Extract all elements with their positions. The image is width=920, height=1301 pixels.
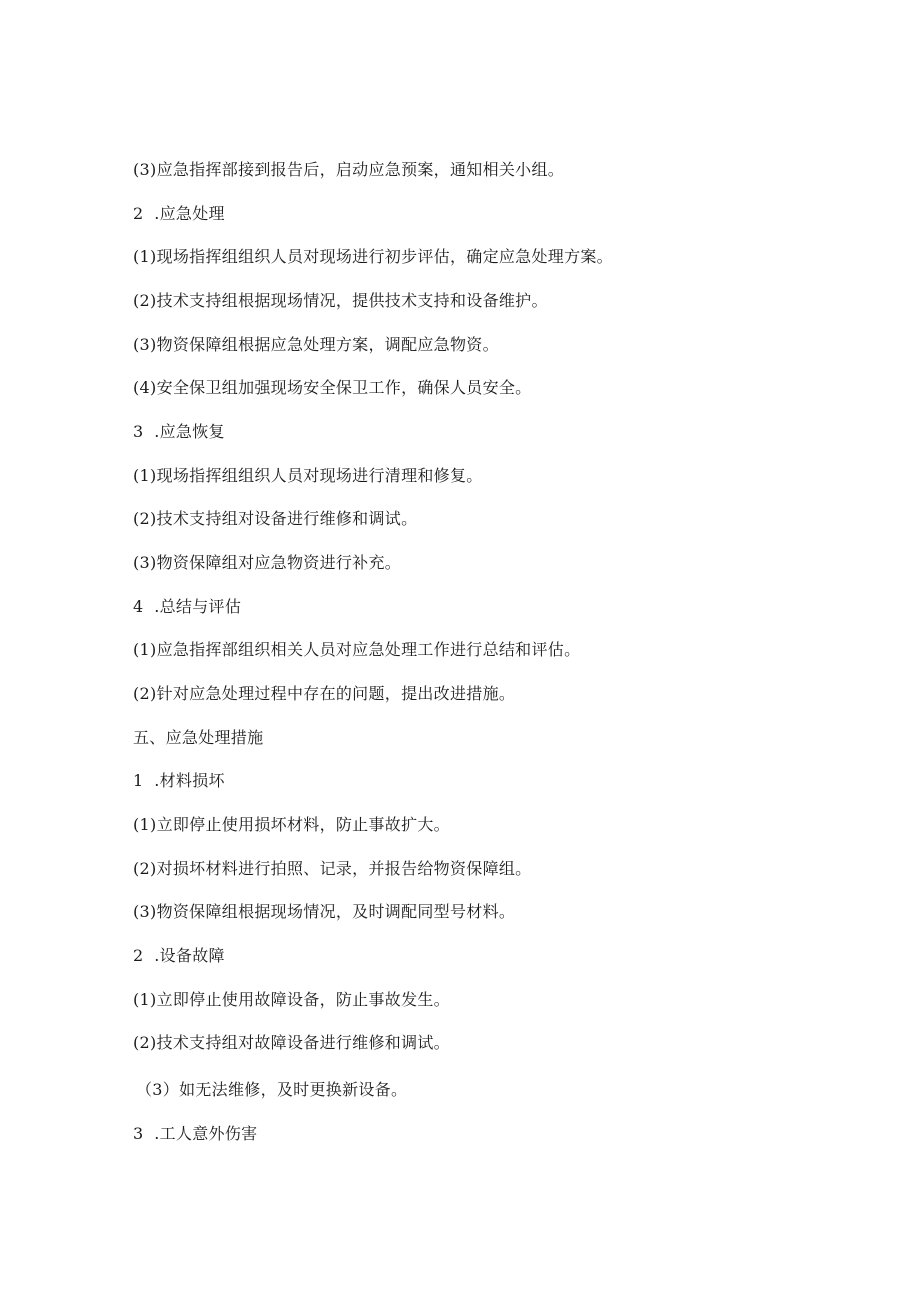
- section-heading: 2 .应急处理: [133, 204, 225, 223]
- paragraph-line: (2)技术支持组对故障设备进行维修和调试。: [133, 1033, 450, 1052]
- section-heading: 4 .总结与评估: [133, 597, 242, 616]
- paragraph-line: (1)现场指挥组组织人员对现场进行初步评估，确定应急处理方案。: [133, 247, 613, 266]
- paragraph-line: (2)技术支持组根据现场情况，提供技术支持和设备维护。: [133, 291, 548, 310]
- paragraph-line: (2)针对应急处理过程中存在的问题，提出改进措施。: [133, 684, 516, 703]
- paragraph-line: (2)对损坏材料进行拍照、记录，并报告给物资保障组。: [133, 859, 532, 878]
- section-heading: 2 .设备故障: [133, 946, 225, 965]
- paragraph-line: (1)应急指挥部组织相关人员对应急处理工作进行总结和评估。: [133, 640, 581, 659]
- paragraph-line: (2)技术支持组对设备进行维修和调试。: [133, 509, 418, 528]
- paragraph-line: (1)现场指挥组组织人员对现场进行清理和修复。: [133, 466, 483, 485]
- paragraph-line: (1)立即停止使用故障设备，防止事故发生。: [133, 990, 450, 1009]
- paragraph-line: (3)应急指挥部接到报告后，启动应急预案，通知相关小组。: [133, 160, 565, 179]
- paragraph-line: (3)物资保障组对应急物资进行补充。: [133, 553, 402, 572]
- paragraph-line: (1)立即停止使用损坏材料，防止事故扩大。: [133, 815, 450, 834]
- section-heading: 1 .材料损坏: [133, 771, 225, 790]
- paragraph-line: （3）如无法维修，及时更换新设备。: [136, 1080, 408, 1099]
- section-heading: 3 .应急恢复: [133, 422, 225, 441]
- paragraph-line: (4)安全保卫组加强现场安全保卫工作，确保人员安全。: [133, 378, 532, 397]
- paragraph-line: (3)物资保障组根据现场情况，及时调配同型号材料。: [133, 902, 516, 921]
- paragraph-line: (3)物资保障组根据应急处理方案，调配应急物资。: [133, 335, 499, 354]
- section-heading: 3 .工人意外伤害: [133, 1124, 258, 1143]
- chapter-heading: 五、应急处理措施: [133, 728, 264, 747]
